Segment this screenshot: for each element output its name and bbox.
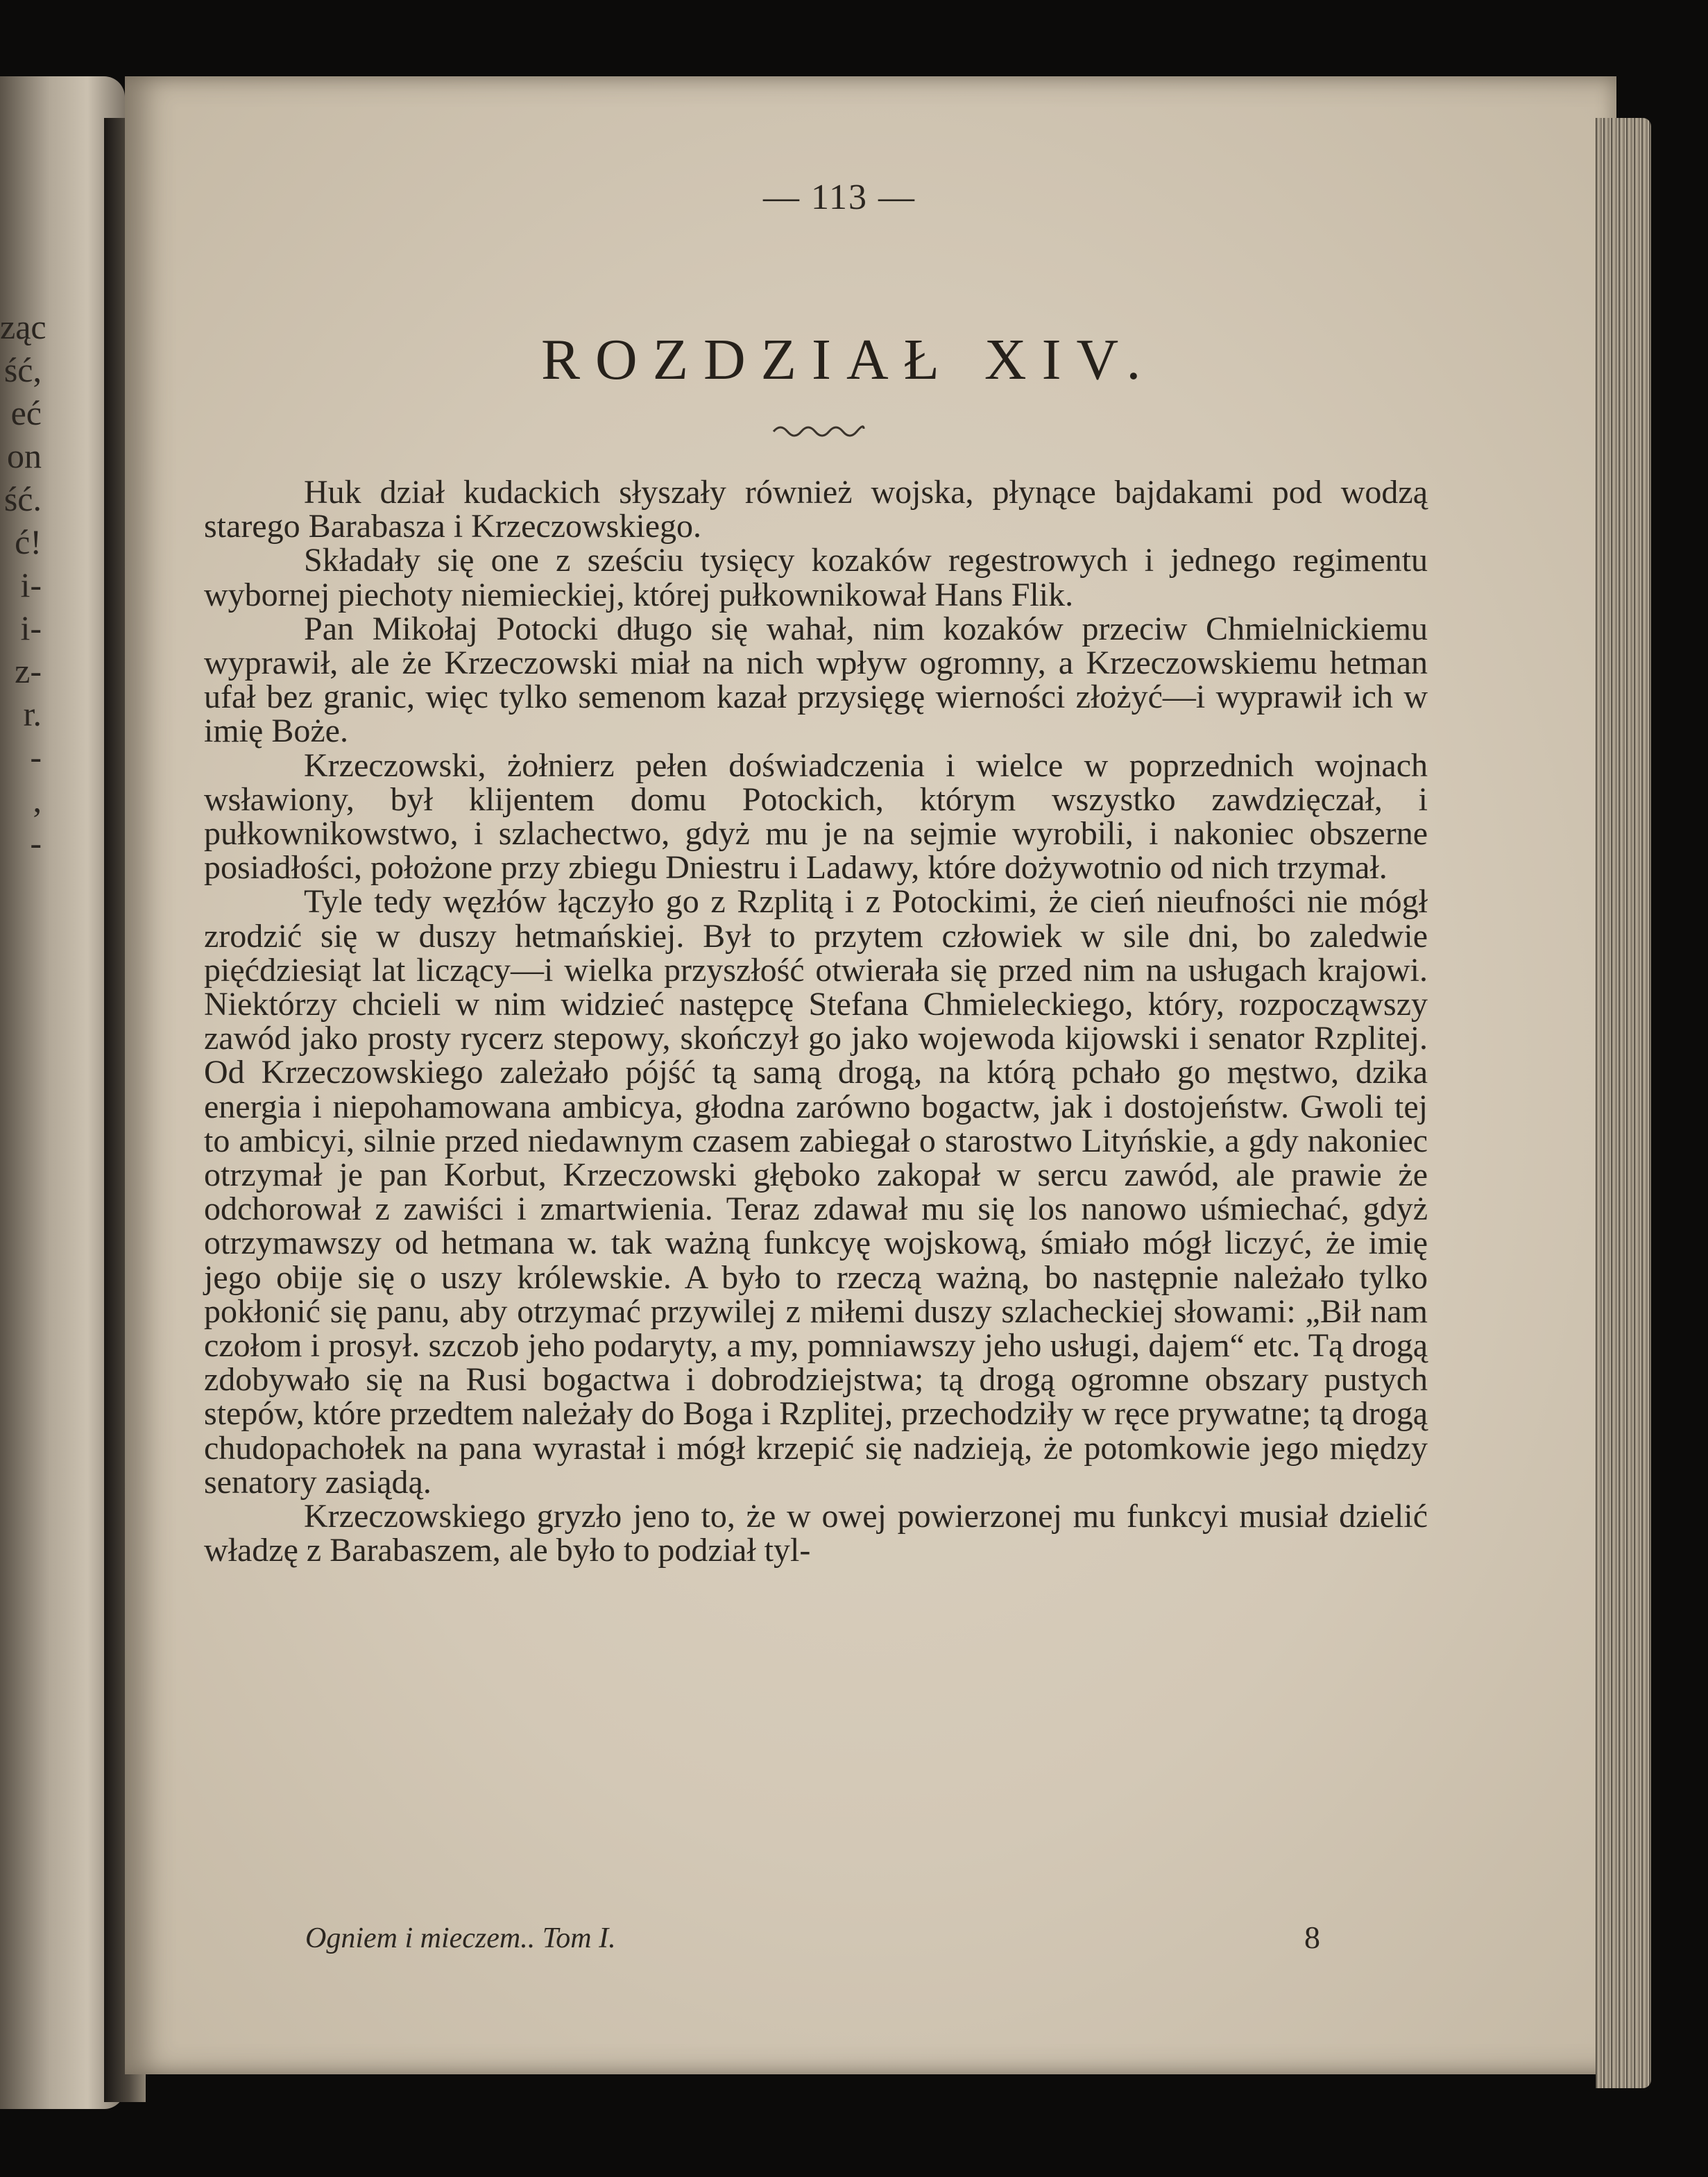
body-text (204, 475, 1428, 1568)
ornament-divider (770, 416, 867, 444)
left-page-edge-text: ząc ść, eć on ść. ć! i- i- z- r. - , - (0, 307, 46, 862)
chapter-title: ROZDZIAŁ XIV. (541, 327, 1156, 392)
paragraph: Tyle tedy węzłów łączyło go z Rzplitą i z Potockimi, że cień nieufności nie mógł zrodzić się w duszy hetmańskiej. Był to przytem człowiek w sile dni, bo zaledwie pięćdziesiąt lat liczący—i wielka przyszłość otwierała się przed nim na usługach krajowi. Niektórzy chcieli w nim widzieć następcę Stefana Chmieleckiego, który, rozpocząwszy zawód jako prosty rycerz stepowy, skończył go jako wojewoda kijowski i senator Rzplitej. Od Krzeczowskiego zależało pójść tą samą drogą, na którą pchało go męstwo, dzika energia i niepohamowana ambicya, głodna zarówno bogactw, jak i dostojeństw. Gwoli tej to ambicyi, silnie przed niedawnym czasem zabiegał o starostwo Lityńskie, a gdy nakoniec otrzymał je pan Korbut, Krzeczowski głęboko zakopał w sercu zawód, ale prawie że odchorował z zawiści i zmartwienia. Teraz zdawał mu się los nanowo uśmiechać, gdyż otrzymawszy od hetmana w. tak ważną funkcyę wojskową, śmiało mógł liczyć, że imię jego obije się o uszy królewskie. A było to rzeczą ważną, bo następnie należało tylko pokłonić się panu, aby otrzymać przywilej z miłemi duszy szlacheckiej słowami: „Bił nam czołom i prosył. szczob jeho podaryty, a my, pomniawszy jeho usługi, dajem“ etc. Tą drogą zdobywało się na Rusi bogactwa i dobrodziejstwa; tą drogą ogromne obszary pustych stepów, które przedtem należały do Boga i Rzplitej, przechodziły w ręce prywatne; tą drogą chudopachołek na pana wyrastał i mógł krzepić się nadzieją, że potomkowie jego między senatory zasiądą. (204, 883, 1428, 1501)
footer-book-title: Ogniem i mieczem.. Tom I. (305, 1922, 616, 1954)
page-number: — 113 — (762, 178, 916, 217)
paragraph: Huk dział kudackich słyszały również wojska, płynące bajdakami pod wodzą starego Barabasza i Krzeczowskiego. (204, 474, 1428, 545)
paragraph: Krzeczowski, żołnierz pełen doświadczenia i wielce w poprzednich wojnach wsławiony, był klijentem domu Potockich, którym wszystko zawdzięczał, i pułkownikowstwo, i szlachectwo, gdyż mu je na sejmie wyrobili, i nakoniec obszerne posiadłości, położone przy zbiegu Dniestru i Ladawy, które dożywotnio od nich trzymał. (204, 746, 1428, 887)
footer-signature-mark: 8 (1304, 1920, 1320, 1955)
paragraph: Składały się one z sześciu tysięcy kozaków regestrowych i jednego regimentu wybornej piechoty niemieckiej, której pułkownikował Hans Flik. (204, 542, 1428, 613)
paragraph: Pan Mikołaj Potocki długo się wahał, nim kozaków przeciw Chmielnickiemu wyprawił, ale że Krzeczowski miał na nich wpływ ogromny, a Krzeczowskiemu hetman ufał bez granic, więc tylko semenom kazał przysięgę wierności złożyć—i wyprawił ich w imię Boże. (204, 610, 1428, 750)
right-page-stack (1596, 118, 1651, 2088)
paragraph: Krzeczowskiego gryzło jeno to, że w owej powierzonej mu funkcyi musiał dzielić władzę z Barabaszem, ale było to podział tyl- (204, 1498, 1428, 1569)
